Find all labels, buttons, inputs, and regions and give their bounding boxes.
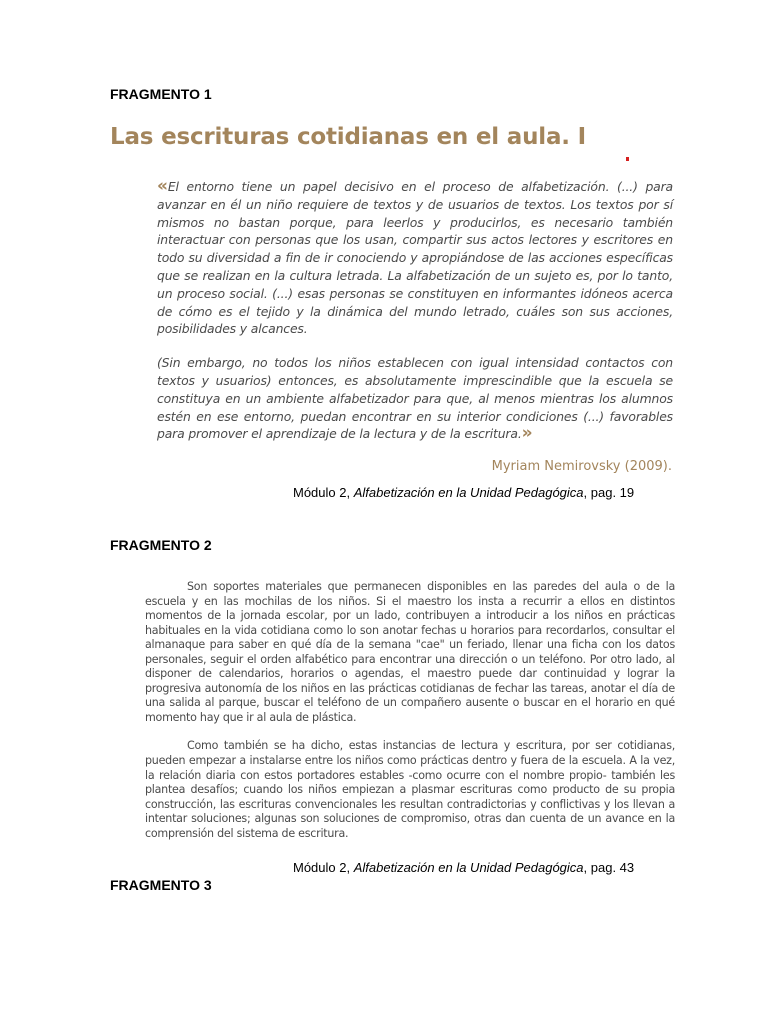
fragment-3-heading: FRAGMENTO 3 [110,877,212,893]
fragment-1-heading: FRAGMENTO 1 [110,86,212,102]
fragment-2-paragraph-2: Como también se ha dicho, estas instancias de lectura y escritura, por ser cotidianas, pueden empezar a instalarse entre los niños como prácticas dentro y fuera de la escuela. A la vez, la relación diaria con estos portadores estables -como ocurre con el nombre propio- también les plantea desafíos; cuando los niños empiezan a plasmar escrituras como producto de su propia construcción, las escrituras convencionales les resultan contradictorias y conflictivas y los llevan a intentar soluciones; algunas son soluciones de compromiso, otras dan cuenta de un avance en la comprensión del sistema de escritura. [145,739,675,840]
quote-author: Myriam Nemirovsky (2009). [491,459,672,474]
quote-paragraph-1 [157,178,673,338]
fragment-1-image-title: Las escrituras cotidianas en el aula. I [110,124,586,150]
source-title: Alfabetización en la Unidad Pedagógica [353,860,584,875]
fragment-2-source [293,860,634,875]
fragment-1-quote [157,178,673,443]
fragment-2-text [145,580,675,841]
fragment-2-paragraph-1: Son soportes materiales que permanecen disponibles en las paredes del aula o de la escuela y en las mochilas de los niños. Si el maestro los insta a recurrir a ellos en distintos momentos de la jornada escolar, por un lado, contribuyen a introducir a los niños en prácticas habituales en la vida cotidiana como lo son anotar fechas u horarios para recordarlos, consultar el almanaque para saber en qué día de la semana "cae" un feriado, llenar una ficha con los datos personales, seguir el orden alfabético para encontrar una dirección o un teléfono. Por otro lado, al disponer de calendarios, horarios o agendas, el maestro puede dar continuidad y lograr la progresiva autonomía de los niños en las prácticas cotidianas de fechar las tareas, anotar el día de una salida al parque, buscar el teléfono de un compañero ausente o buscar en el horario en qué momento hay que ir al aula de plástica. [145,580,675,724]
open-quote-mark: « [157,176,168,196]
source-prefix: Módulo 2, [293,485,354,500]
source-suffix: , pag. 43 [583,860,635,875]
quote-paragraph-2-text: (Sin embargo, no todos los niños establecen con igual intensidad contactos con textos y usuarios) entonces, es absolutamente imprescindible que la escuela se constituya en un ambiente alfabetizador para que, al menos mientras los alumnos estén en ese entorno, puedan encontrar en su interior condiciones (...) favorables para promover el aprendizaje de la lectura y de la escritura. [157,355,673,442]
quote-paragraph-2 [157,354,673,443]
red-mark [626,157,629,161]
source-suffix: , pag. 19 [583,485,635,500]
close-quote-mark: » [521,423,533,444]
fragment-1-source [293,485,634,500]
source-title: Alfabetización en la Unidad Pedagógica [353,485,584,500]
source-prefix: Módulo 2, [293,860,354,875]
fragment-2-heading: FRAGMENTO 2 [110,537,212,553]
quote-paragraph-1-text: El entorno tiene un papel decisivo en el proceso de alfabetización. (...) para avanzar en él un niño requiere de textos y de usuarios de textos. Los textos por sí mismos no bastan porque, para leerlos y producirlos, es necesario también interactuar con personas que los usan, compartir sus actos lectores y escritores en todo su diversidad a fin de ir conociendo y apropiándose de las acciones específicas que se realizan en la cultura letrada. La alfabetización de un sujeto es, por lo tanto, un proceso social. (...) esas personas se constituyen en informantes idóneos acerca de cómo es el tejido y la dinámica del mundo letrado, cuáles son sus acciones, posibilidades y alcances. [157,179,673,337]
